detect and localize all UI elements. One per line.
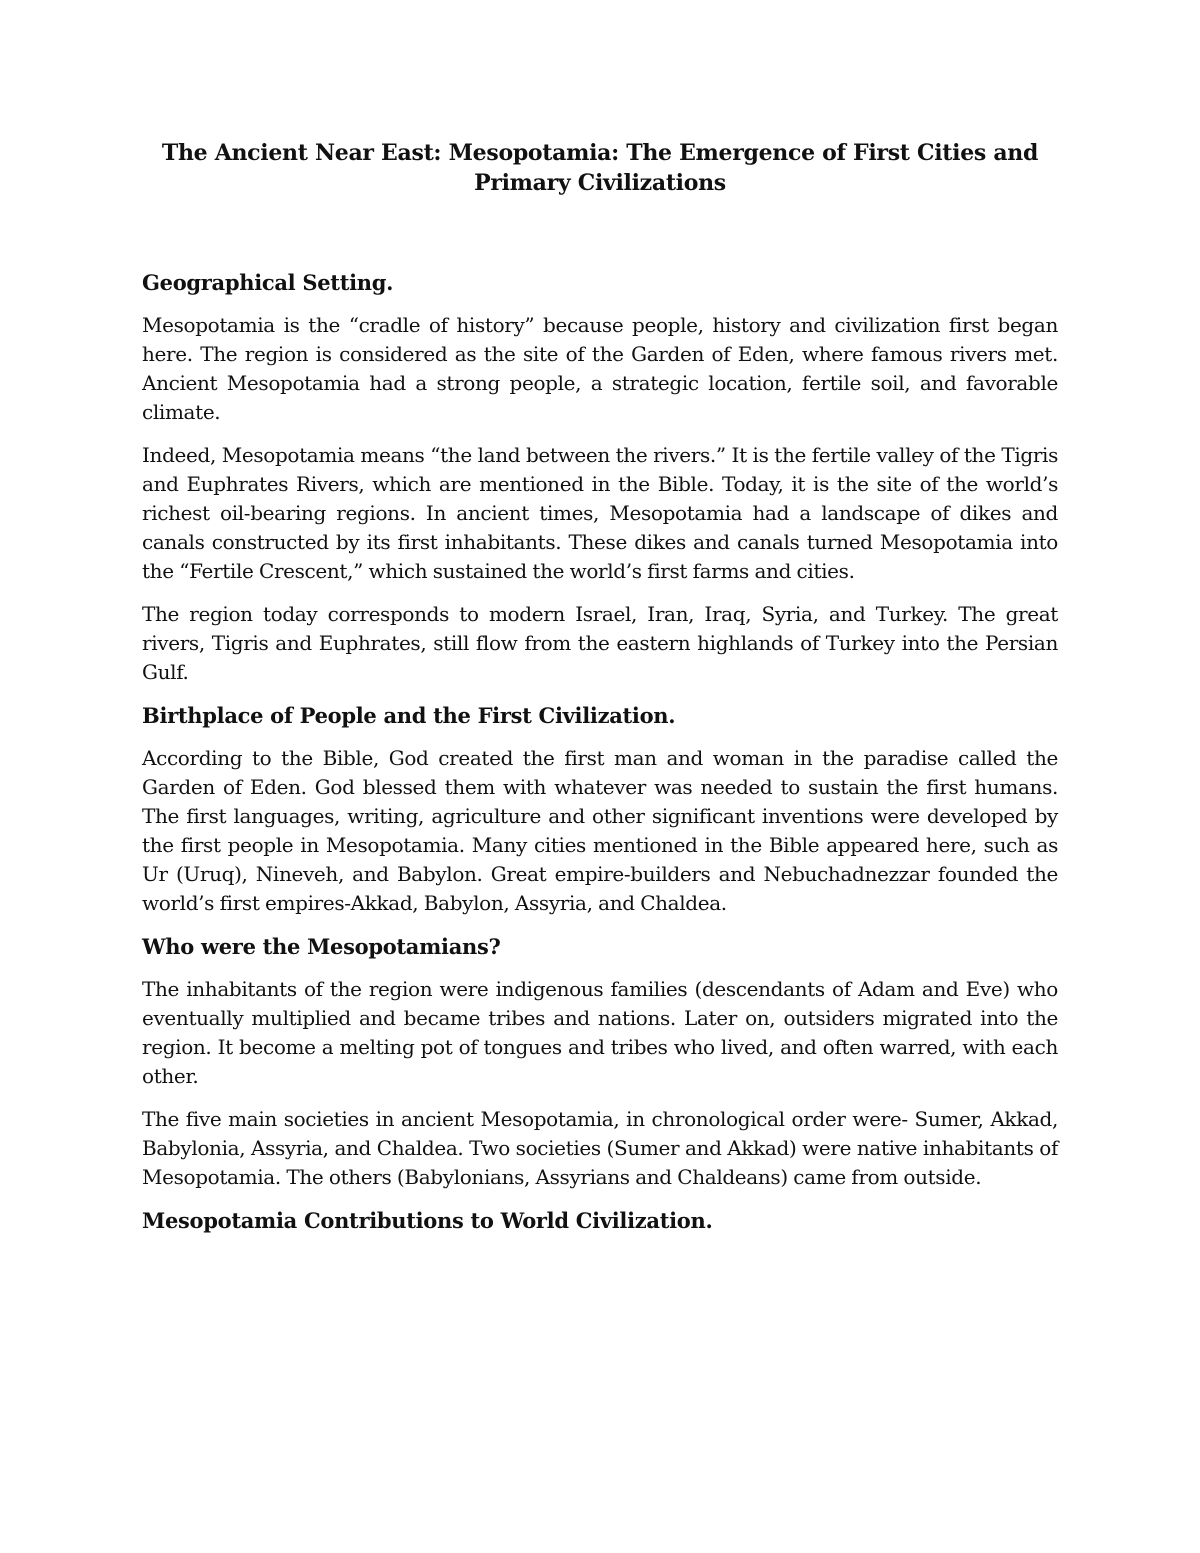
section-heading-contributions: Mesopotamia Contributions to World Civilization. [142, 1208, 713, 1233]
paragraph: Mesopotamia is the “cradle of history” because people, history and civilization first began here. The region is considered as the site of the Garden of Eden, where famous rivers met. Ancient Mesopotamia had a strong people, a strategic location, fertile soil, and favorable climate. [142, 313, 1058, 424]
document-body [142, 138, 1058, 1249]
paragraph: The inhabitants of the region were indigenous families (descendants of Adam and Eve) who eventually multiplied and became tribes and nations. Later on, outsiders migrated into the region. It become a melting pot of tongues and tribes who lived, and often warred, with each other. [142, 977, 1058, 1088]
paragraph: The five main societies in ancient Mesopotamia, in chronological order were- Sumer, Akkad, Babylonia, Assyria, and Chaldea. Two societies (Sumer and Akkad) were native inhabitants of Mesopotamia. The others (Babylonians, Assyrians and Chaldeans) came from outside. [142, 1107, 1058, 1189]
document-title: The Ancient Near East: Mesopotamia: The Emergence of First Cities and Primary Civilizations [161, 140, 1039, 196]
section-heading-geographical-setting: Geographical Setting. [142, 270, 394, 295]
section-heading-birthplace: Birthplace of People and the First Civilization. [142, 703, 676, 728]
section-heading-mesopotamians: Who were the Mesopotamians? [142, 934, 501, 959]
paragraph: Indeed, Mesopotamia means “the land between the rivers.” It is the fertile valley of the Tigris and Euphrates Rivers, which are mentioned in the Bible. Today, it is the site of the world’s richest oil-bearing regions. In ancient times, Mesopotamia had a landscape of dikes and canals constructed by its first inhabitants. These dikes and canals turned Mesopotamia into the “Fertile Crescent,” which sustained the world’s first farms and cities. [142, 443, 1058, 583]
paragraph: The region today corresponds to modern Israel, Iran, Iraq, Syria, and Turkey. The great rivers, Tigris and Euphrates, still flow from the eastern highlands of Turkey into the Persian Gulf. [142, 602, 1058, 684]
paragraph: According to the Bible, God created the first man and woman in the paradise called the Garden of Eden. God blessed them with whatever was needed to sustain the first humans. The first languages, writing, agriculture and other significant inventions were developed by the first people in Mesopotamia. Many cities mentioned in the Bible appeared here, such as Ur (Uruq), Nineveh, and Babylon. Great empire-builders and Nebuchadnezzar founded the world’s first empires-Akkad, Babylon, Assyria, and Chaldea. [142, 746, 1058, 915]
